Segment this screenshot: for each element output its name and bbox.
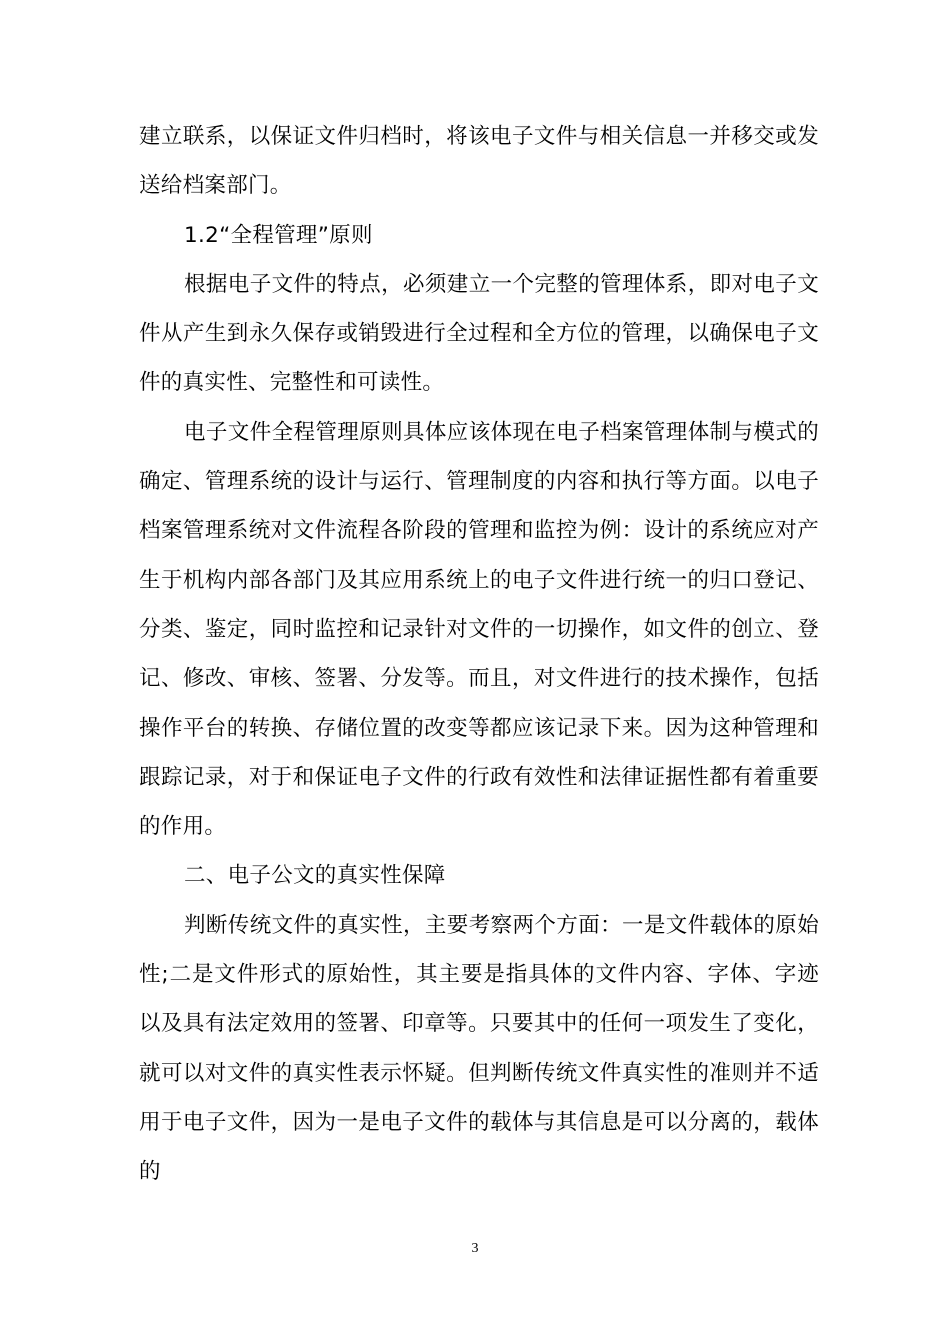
paragraph-full-process-principle: 电子文件全程管理原则具体应该体现在电子档案管理体制与模式的确定、管理系统的设计与运行、管理制度的内容和执行等方面。以电子档案管理系统对文件流程各阶段的管理和监控为例：设计的系统应对产生于机构内部各部门及其应用系统上的电子文件进行统一的归口登记、分类、鉴定，同时监控和记录针对文件的一切操作，如文件的创立、登记、修改、审核、签署、分发等。而且，对文件进行的技术操作，包括操作平台的转换、存储位置的改变等都应该记录下来。因为这种管理和跟踪记录，对于和保证电子文件的行政有效性和法律证据性都有着重要的作用。 bbox=[139, 419, 819, 840]
paragraph-continuation: 建立联系，以保证文件归档时，将该电子文件与相关信息一并移交或发送给档案部门。 bbox=[139, 124, 819, 199]
paragraph-traditional-authenticity: 判断传统文件的真实性，主要考察两个方面：一是文件载体的原始性;二是文件形式的原始性，其主要是指具体的文件内容、字体、字迹以及具有法定效用的签署、印章等。只要其中的任何一项发生了变化，就可以对文件的真实性表示怀疑。但判断传统文件真实性的准则并不适用于电子文件，因为一是电子文件的载体与其信息是可以分离的，载体的 bbox=[139, 912, 819, 1185]
paragraph-management-system: 根据电子文件的特点，必须建立一个完整的管理体系，即对电子文件从产生到永久保存或销毁进行全过程和全方位的管理，以确保电子文件的真实性、完整性和可读性。 bbox=[139, 271, 819, 396]
page-number: 3 bbox=[471, 1241, 479, 1256]
section-heading-full-process-management: 1.2“全程管理”原则 bbox=[184, 222, 373, 248]
document-body bbox=[139, 112, 819, 1197]
section-heading-authenticity: 二、电子公文的真实性保障 bbox=[184, 863, 446, 889]
